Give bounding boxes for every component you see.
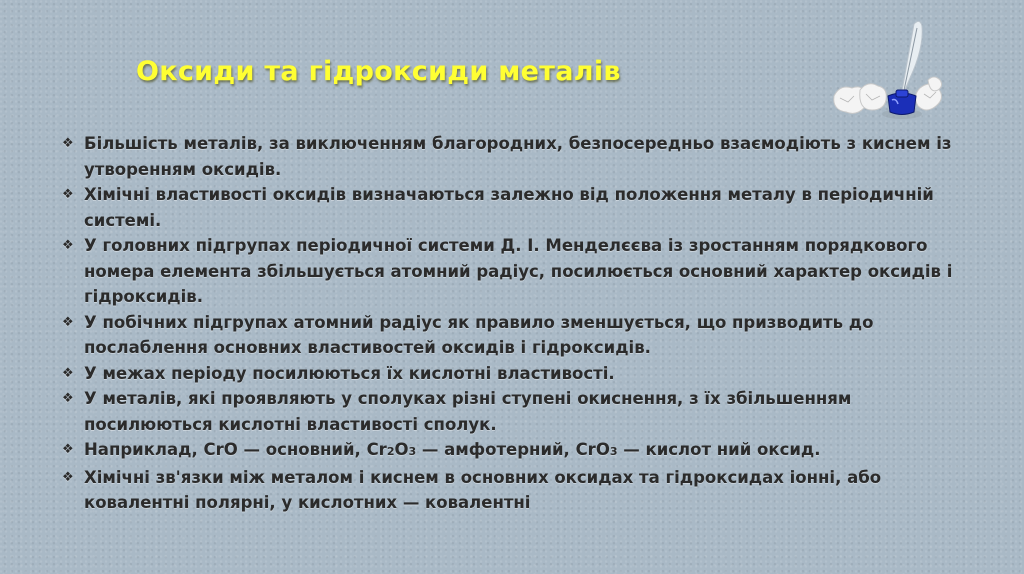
- list-item-text: У металів, які проявляють у сполуках різні ступені окиснення, з їх збільшенням посилюються кислотні властивості сполук.: [84, 389, 852, 434]
- list-item: [62, 361, 962, 387]
- list-item: [62, 437, 962, 465]
- list-item: [62, 131, 962, 182]
- list-item: [62, 233, 962, 310]
- formula-text: O: [394, 440, 409, 459]
- quill-inkwell-icon: [828, 18, 948, 122]
- formula-subscript: 3: [408, 445, 417, 458]
- list-item-text: Більшість металів, за виключенням благородних, безпосередньо взаємодіють з киснем із утворенням оксидів.: [84, 134, 952, 179]
- formula-text: — кислот ний оксид.: [617, 440, 821, 459]
- list-item-text: Хімічні властивості оксидів визначаються залежно від положення металу в періодичній системі.: [84, 185, 934, 230]
- list-item: [62, 386, 962, 437]
- bullet-list: [62, 131, 962, 516]
- list-item-text: У головних підгрупах періодичної системи Д. І. Менделєєва із зростанням порядкового номера елемента збільшується атомний радіус, посилюється основний характер оксидів і гідроксидів.: [84, 236, 953, 306]
- diamond-bullet-icon: ❖: [62, 442, 74, 457]
- list-item-text: У побічних підгрупах атомний радіус як правило зменшується, що призводить до послаблення основних властивостей оксидів і гідроксидів.: [84, 312, 874, 357]
- diamond-bullet-icon: ❖: [62, 365, 74, 381]
- list-item-text: У межах періоду посилюються їх кислотні властивості.: [84, 363, 615, 383]
- list-item: [62, 182, 962, 233]
- slide-title: Оксиди та гідроксиди металів: [136, 56, 621, 87]
- formula-subscript: 3: [609, 445, 618, 458]
- list-item: [62, 465, 962, 516]
- diamond-bullet-icon: ❖: [62, 314, 74, 330]
- list-item-text: Хімічні зв'язки між металом і киснем в основних оксидах та гідроксидах іонні, або ковалентні полярні, у кислотних — ковалентні: [84, 467, 882, 512]
- diamond-bullet-icon: ❖: [62, 238, 74, 253]
- list-item-text-formula: [84, 437, 962, 465]
- list-item: [62, 310, 962, 361]
- formula-subscript: 2: [386, 445, 395, 458]
- formula-text: — амфотерний, CrO: [416, 440, 610, 459]
- formula-text: Наприклад, CrO — основний, Cr: [84, 440, 387, 459]
- diamond-bullet-icon: ❖: [62, 187, 74, 202]
- diamond-bullet-icon: ❖: [62, 391, 74, 406]
- diamond-bullet-icon: ❖: [62, 136, 74, 151]
- diamond-bullet-icon: ❖: [62, 469, 74, 485]
